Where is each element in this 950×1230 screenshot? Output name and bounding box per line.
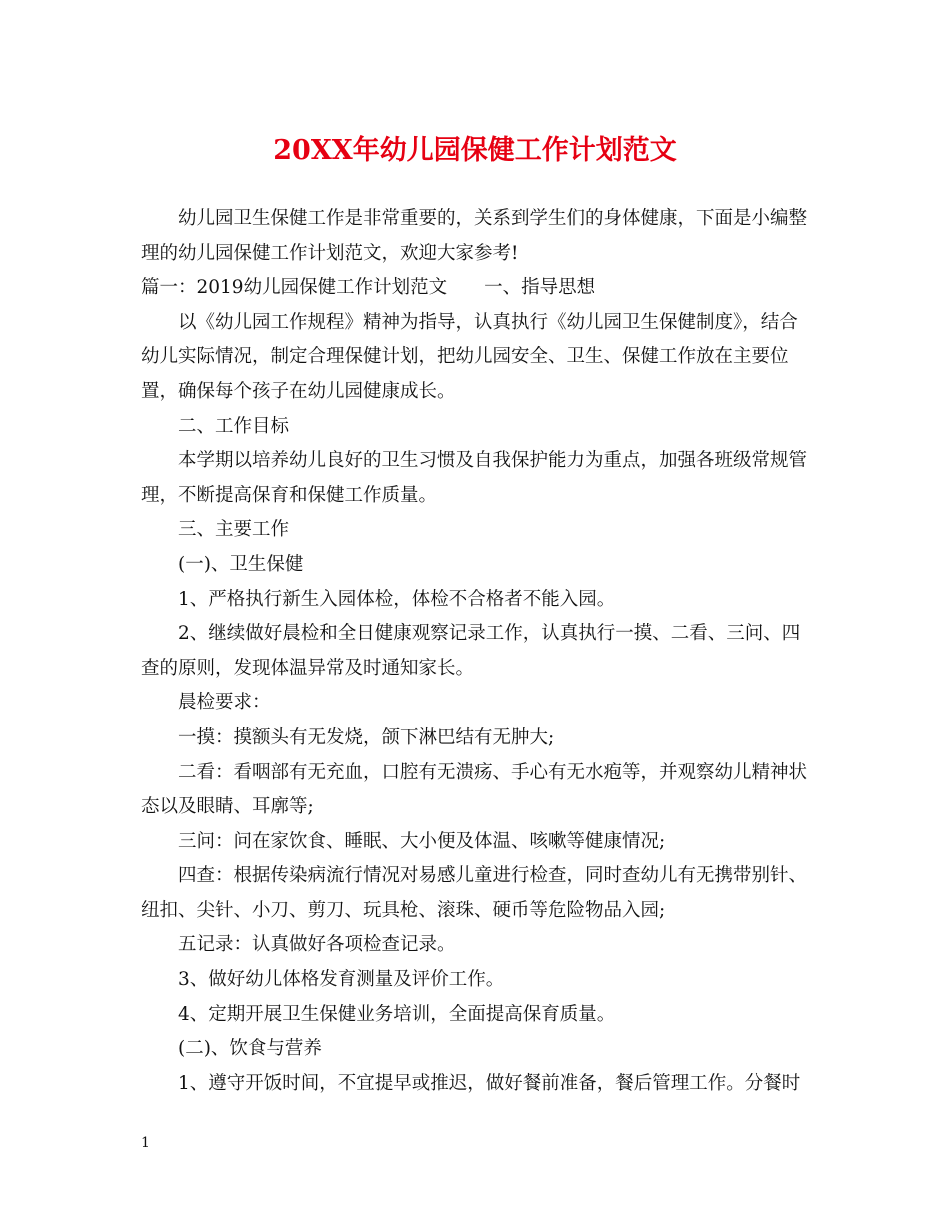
paragraph-item-2: 2、继续做好晨检和全日健康观察记录工作，认真执行一摸、二看、三问、四查的原则，发现体温异常及时通知家长。 <box>141 623 801 679</box>
paragraph-heading-diet: (二)、饮食与营养 <box>178 1038 322 1060</box>
paragraph-goals: 本学期以培养幼儿良好的卫生习惯及自我保护能力为重点，加强各班级常规管理，不断提高保育和保健工作质量。 <box>141 450 808 506</box>
paragraph-heading-goals: 二、工作目标 <box>178 415 290 437</box>
paragraph-touch: 一摸：摸额头有无发烧，颌下淋巴结有无肿大; <box>178 726 555 748</box>
page-number: 1 <box>141 1135 150 1151</box>
paragraph-item-1: 1、严格执行新生入园体检，体检不合格者不能入园。 <box>178 588 616 610</box>
paragraph-check: 四查：根据传染病流行情况对易感儿童进行检查，同时查幼儿有无携带别针、纽扣、尖针、小刀、剪刀、玩具枪、滚珠、硬币等危险物品入园; <box>141 865 808 921</box>
paragraph-item-4: 4、定期开展卫生保健业务培训，全面提高保育质量。 <box>178 1003 616 1025</box>
paragraph-look: 二看：看咽部有无充血，口腔有无溃疡、手心有无水疱等，并观察幼儿精神状态以及眼睛、耳廓等; <box>141 761 808 818</box>
paragraph-section-heading: 篇一：2019幼儿园保健工作计划范文 一、指导思想 <box>141 277 596 299</box>
paragraph-diet-item-1: 1、遵守开饭时间，不宜提早或推迟，做好餐前准备，餐后管理工作。分餐时 <box>178 1072 801 1094</box>
paragraph-heading-hygiene: (一)、卫生保健 <box>178 553 304 575</box>
paragraph-guiding-thought: 以《幼儿园工作规程》精神为指导，认真执行《幼儿园卫生保健制度》，结合幼儿实际情况，制定合理保健计划，把幼儿园安全、卫生、保健工作放在主要位置，确保每个孩子在幼儿园健康成长。 <box>141 311 798 402</box>
paragraph-intro: 幼儿园卫生保健工作是非常重要的，关系到学生们的身体健康，下面是小编整理的幼儿园保健工作计划范文，欢迎大家参考! <box>141 208 808 264</box>
document-title: 20XX年幼儿园保健工作计划范文 <box>273 135 677 166</box>
paragraph-morning-check: 晨检要求： <box>178 692 271 714</box>
document-body <box>141 202 813 1101</box>
paragraph-ask: 三问：问在家饮食、睡眠、大小便及体温、咳嗽等健康情况; <box>178 830 666 852</box>
paragraph-item-3: 3、做好幼儿体格发育测量及评价工作。 <box>178 969 505 991</box>
paragraph-heading-main-work: 三、主要工作 <box>178 519 290 541</box>
paragraph-record: 五记录：认真做好各项检查记录。 <box>178 934 456 956</box>
